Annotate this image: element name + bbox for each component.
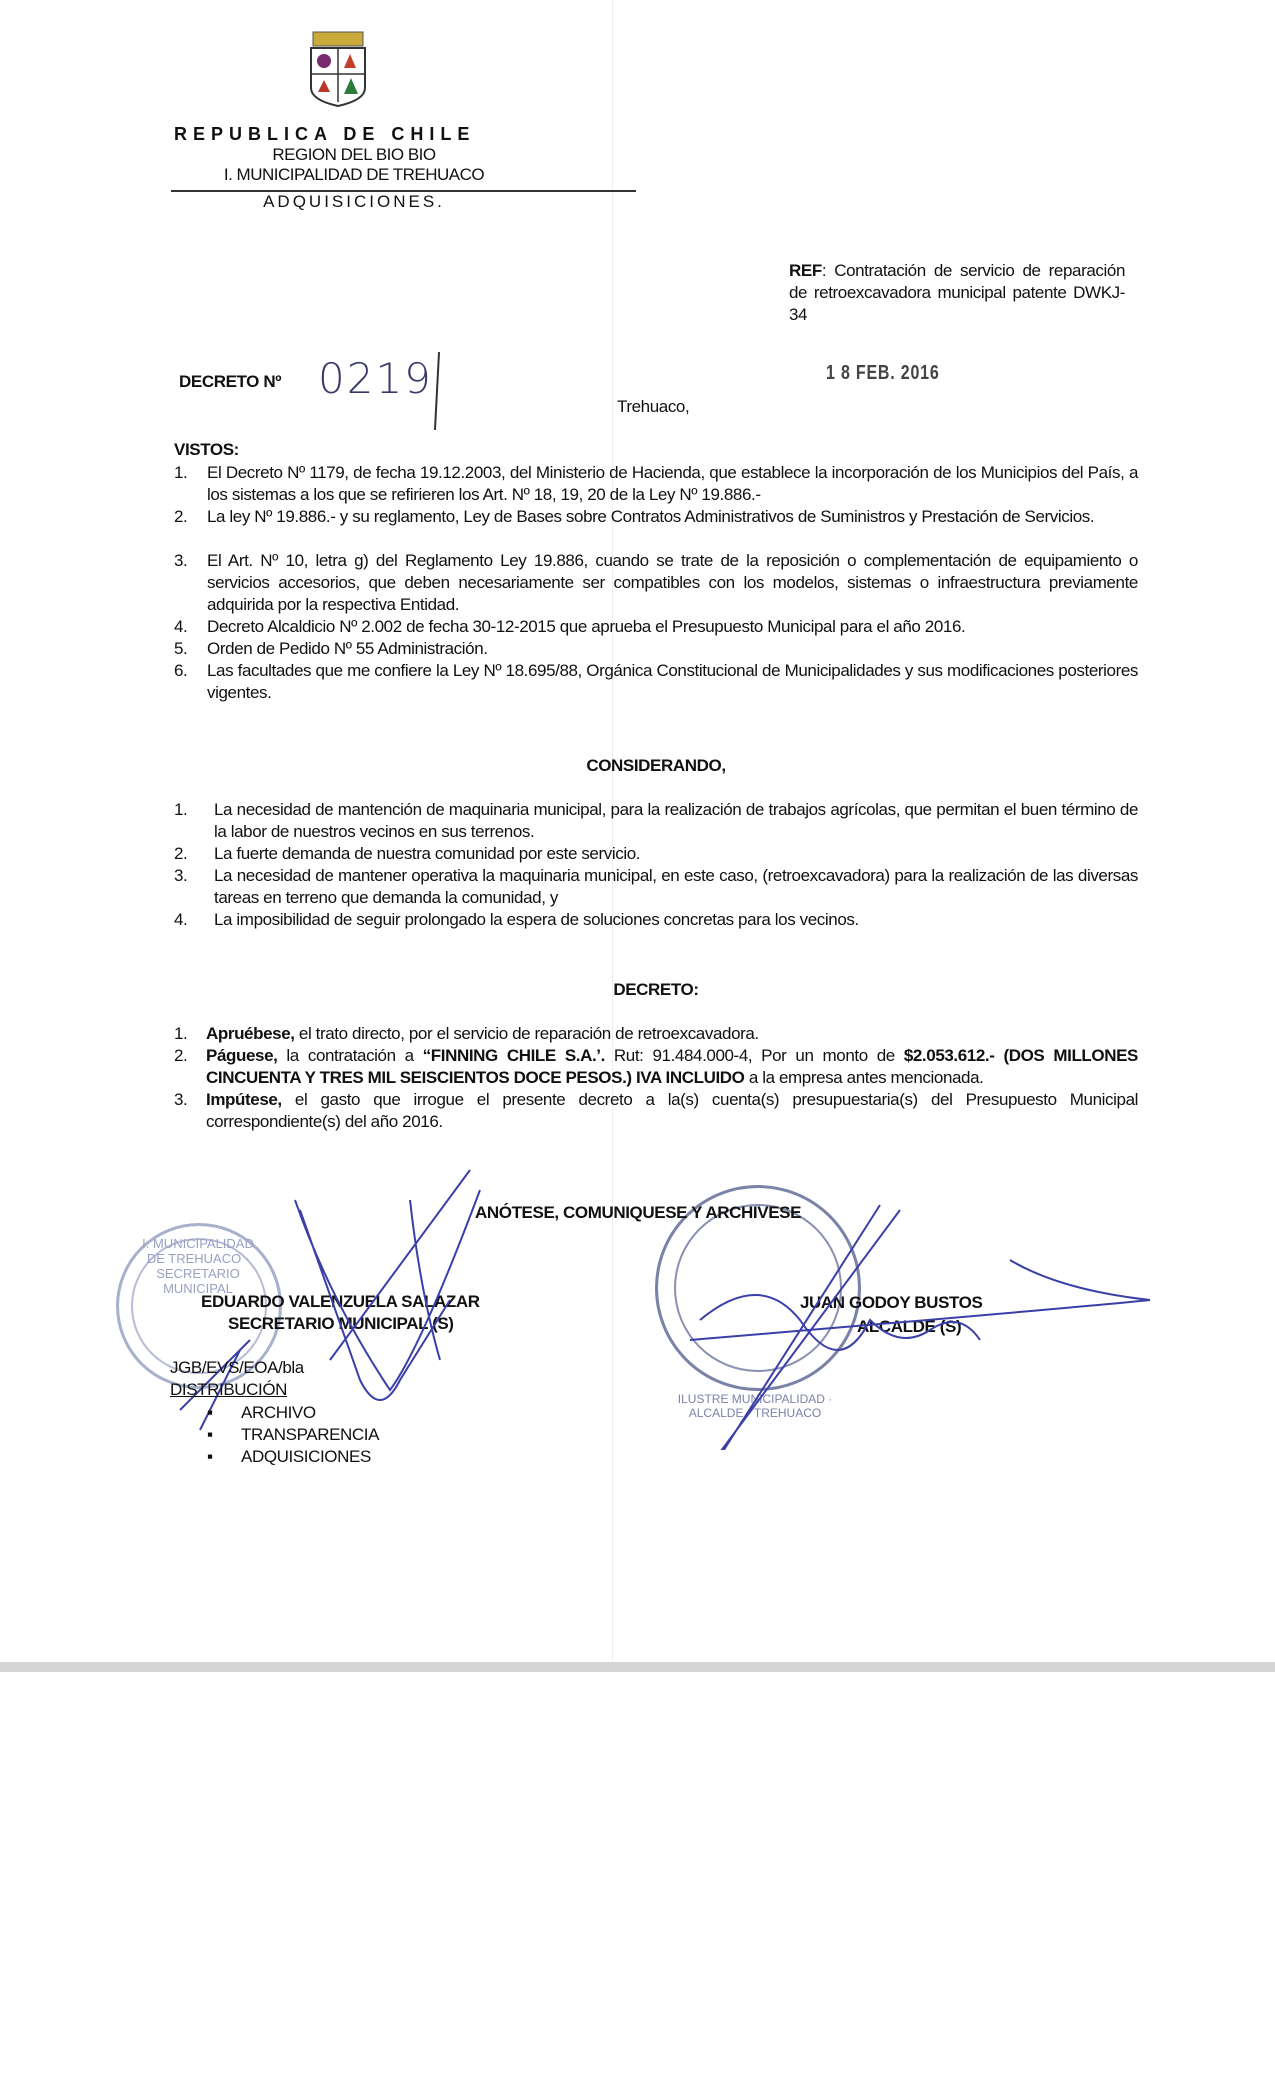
region-line: REGION DEL BIO BIO <box>272 145 436 164</box>
amount: $2.053.612.- (DOS MILLONES CINCUENTA Y TRES MIL SEISCIENTOS DOCE PESOS.) IVA INCLUIDO <box>206 1046 1138 1087</box>
department-line: ADQUISICIONES. <box>263 192 445 211</box>
decree-number-handwritten: 0219 <box>318 354 433 403</box>
item-keyword: Apruébese, <box>206 1024 295 1043</box>
bullet-icon: ▪ <box>207 1403 213 1422</box>
item-text: Las facultades que me confiere la Ley Nº 18.695/88, Orgánica Constitucional de Municipalidades y sus modificaciones posteriores vigentes. <box>207 661 1138 702</box>
item-number: 1. <box>174 1024 188 1043</box>
list-item <box>174 506 1138 528</box>
item-number: 6. <box>174 661 188 680</box>
decreto-heading: DECRETO: <box>613 980 699 999</box>
considerando-list <box>174 799 1138 931</box>
item-text: La necesidad de mantención de maquinaria municipal, para la realización de trabajos agrícolas, que permitan el buen término de la labor de nuestros vecinos en sus terrenos. <box>214 800 1138 841</box>
list-item <box>174 865 1138 909</box>
ref-text: : Contratación de servicio de reparación de retroexcavadora municipal patente DWKJ-34 <box>789 261 1125 324</box>
item-text: a la empresa antes mencionada. <box>744 1068 984 1087</box>
item-text: la contratación a <box>277 1046 423 1065</box>
ref-label: REF <box>789 261 822 280</box>
list-item <box>174 909 1138 931</box>
mayor-name: JUAN GODOY BUSTOS <box>800 1293 983 1312</box>
item-number: 2. <box>174 844 188 863</box>
item-keyword: Páguese, <box>206 1046 278 1065</box>
list-item <box>174 462 1138 506</box>
mayor-stamp-text: ILUSTRE MUNICIPALIDAD · ALCALDE · TREHUACO <box>677 1392 833 1420</box>
coat-of-arms-icon <box>303 30 373 108</box>
item-text: Decreto Alcaldicio Nº 2.002 de fecha 30-12-2015 que aprueba el Presupuesto Municipal para el año 2016. <box>207 617 966 636</box>
item-keyword: Impútese, <box>206 1090 282 1109</box>
item-text: el gasto que irrogue el presente decreto a la(s) cuenta(s) presupuestaria(s) del Presupuesto Municipal correspondiente(s) del año 2016. <box>206 1090 1138 1131</box>
list-item <box>174 1045 1138 1089</box>
reference <box>789 260 1125 326</box>
item-text: Rut: 91.484.000-4, Por un monto de <box>604 1046 904 1065</box>
distribution-list <box>207 1402 379 1468</box>
list-item <box>207 1402 379 1424</box>
item-number: 4. <box>174 617 188 636</box>
item-text: El Art. Nº 10, letra g) del Reglamento Ley 19.886, cuando se trate de la reposición o complementación de equipamiento o servicios accesorios, que deben necesariamente ser compatibles con los modelos, sistemas o infraestructura previamente adquirida por la respectiva Entidad. <box>207 551 1138 614</box>
place-line: Trehuaco, <box>617 397 690 416</box>
item-text: TRANSPARENCIA <box>241 1425 380 1444</box>
list-item <box>207 1446 379 1468</box>
item-text: ARCHIVO <box>241 1403 316 1422</box>
secretary-name: EDUARDO VALENZUELA SALAZAR <box>201 1292 480 1311</box>
item-number: 5. <box>174 639 188 658</box>
item-number: 2. <box>174 507 188 526</box>
initials: JGB/EVS/EOA/bla <box>170 1358 304 1377</box>
handwritten-stroke <box>434 352 440 430</box>
list-item <box>174 616 1138 638</box>
item-text: La fuerte demanda de nuestra comunidad por este servicio. <box>214 844 641 863</box>
decreto-list <box>174 1023 1138 1133</box>
item-number: 3. <box>174 866 188 885</box>
item-text: el trato directo, por el servicio de reparación de retroexcavadora. <box>294 1024 759 1043</box>
list-item <box>174 638 1138 660</box>
list-item <box>174 843 1138 865</box>
bullet-icon: ▪ <box>207 1447 213 1466</box>
item-text: Orden de Pedido Nº 55 Administración. <box>207 639 488 658</box>
decree-label: DECRETO Nº <box>179 372 282 391</box>
vistos-list <box>174 462 1138 704</box>
list-item <box>174 799 1138 843</box>
list-item <box>174 1089 1138 1133</box>
item-text: La necesidad de mantener operativa la maquinaria municipal, en este caso, (retroexcavadora) para la realización de las diversas tareas en terreno que demanda la comunidad, y <box>214 866 1138 907</box>
municipality-line: I. MUNICIPALIDAD DE TREHUACO <box>223 165 485 184</box>
date-stamp: 1 8 FEB. 2016 <box>826 362 940 384</box>
item-text: ADQUISICIONES <box>241 1447 371 1466</box>
scan-edge <box>0 1662 1275 1672</box>
item-text: La ley Nº 19.886.- y su reglamento, Ley de Bases sobre Contratos Administrativos de Suministros y Prestación de Servicios. <box>207 507 1095 526</box>
secretary-title: SECRETARIO MUNICIPAL (S) <box>228 1314 454 1333</box>
item-text: El Decreto Nº 1179, de fecha 19.12.2003, del Ministerio de Hacienda, que establece la incorporación de los Municipios del País, a los sistemas a los que se refirieren los Art. Nº 18, 19, 20 de la Ley Nº 19.886.- <box>207 463 1138 504</box>
considerando-heading: CONSIDERANDO, <box>586 756 726 775</box>
mayor-title: ALCALDE (S) <box>857 1317 962 1336</box>
item-number: 4. <box>174 910 188 929</box>
list-item <box>174 660 1138 704</box>
country-heading: REPUBLICA DE CHILE <box>174 124 476 144</box>
item-number: 1. <box>174 463 188 482</box>
list-item <box>174 1023 1138 1045</box>
signature-strokes <box>0 1150 1275 1450</box>
mayor-signature <box>625 1205 1150 1450</box>
item-number: 1. <box>174 800 188 819</box>
secretary-stamp-text: I. MUNICIPALIDAD DE TREHUACO · SECRETARIO MUNICIPAL <box>142 1236 254 1296</box>
company-name: “FINNING CHILE S.A.’. <box>422 1046 605 1065</box>
item-text: La imposibilidad de seguir prolongado la espera de soluciones concretas para los vecinos. <box>214 910 859 929</box>
list-item <box>174 550 1138 616</box>
vistos-heading: VISTOS: <box>174 440 239 459</box>
item-number: 2. <box>174 1046 188 1065</box>
closing-formula: ANÓTESE, COMUNIQUESE Y ARCHIVESE <box>475 1203 802 1222</box>
bullet-icon: ▪ <box>207 1425 213 1444</box>
distribution-heading: DISTRIBUCIÓN <box>170 1380 288 1399</box>
item-number: 3. <box>174 1090 188 1109</box>
item-number: 3. <box>174 551 188 570</box>
list-item <box>207 1424 379 1446</box>
